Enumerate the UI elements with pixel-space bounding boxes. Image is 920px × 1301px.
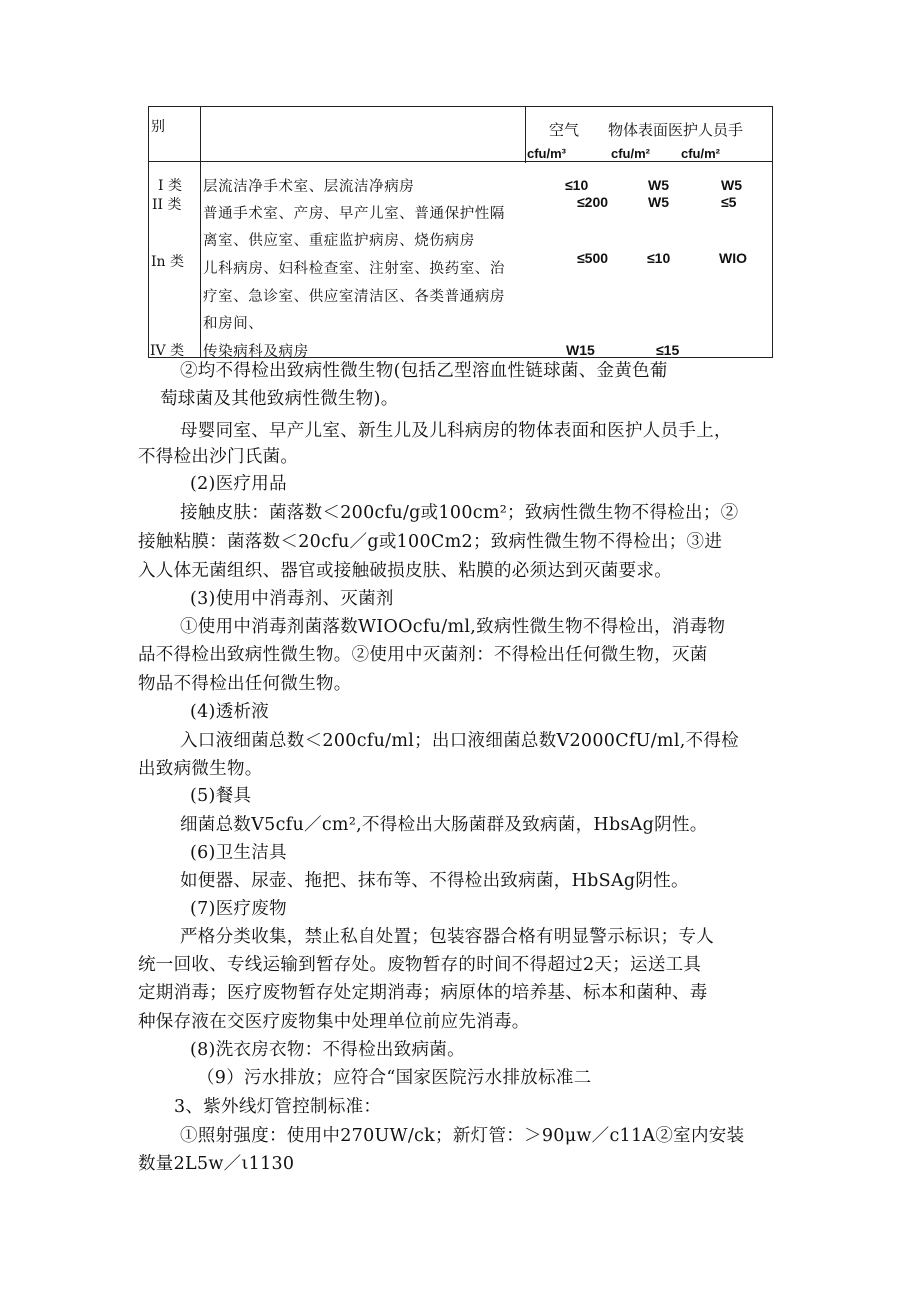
text-line: 出致病微生物。	[138, 759, 263, 779]
row-area: 儿科病房、妇科检查室、注射室、换药室、治	[203, 261, 505, 277]
text-line: ①使用中消毒剂菌落数WIOOcfu/ml,致病性微生物不得检出，消毒物	[180, 617, 726, 637]
unit-hands: cfu/m²	[681, 146, 720, 161]
text-line: ②均不得检出致病性微生物(包括乙型溶血性链球菌、金黄色葡	[180, 361, 668, 381]
text-line: （9）污水排放；应符合“国家医院污水排放标准二	[197, 1068, 592, 1088]
text-line: 数量2L5w／ι1130	[138, 1154, 295, 1174]
text-line: 品不得检出致病性微生物。②使用中灭菌剂：不得检出任何微生物，灭菌	[138, 645, 708, 665]
row-area: 传染病科及病房	[203, 344, 309, 360]
row-label: In 类	[151, 254, 184, 270]
value-surface: ≤15	[656, 342, 680, 358]
text-line: 细菌总数V5cfu／cm²,不得检出大肠菌群及致病菌，HbsAg阴性。	[180, 815, 708, 835]
value-air: W15	[566, 342, 595, 358]
text-line: (4)透析液	[190, 702, 270, 722]
header-category: 别	[151, 119, 165, 135]
table-divider	[148, 161, 773, 162]
value-hands: W5	[721, 177, 742, 193]
row-area: 和房间、	[203, 316, 264, 332]
text-line: 入人体无菌组织、器官或接触破损皮肤、粘膜的必须达到灭菌要求。	[138, 561, 672, 581]
value-surface: W5	[648, 177, 669, 193]
row-label: IV 类	[150, 343, 185, 359]
text-line: 种保存液在交医疗废物集中处理单位前应先消毒。	[138, 1012, 530, 1032]
text-line: (6)卫生洁具	[190, 843, 287, 863]
text-line: (7)医疗废物	[190, 899, 287, 919]
text-line: (5)餐具	[190, 786, 252, 806]
value-surface: W5	[648, 194, 669, 210]
unit-air: cfu/m³	[527, 146, 566, 161]
text-line: 母婴同室、早产儿室、新生儿及儿科病房的物体表面和医护人员手上，	[180, 421, 732, 441]
text-line: 统一回收、专线运输到暂存处。废物暂存的时间不得超过2天；运送工具	[138, 955, 702, 975]
text-line: 入口液细菌总数＜200cfu/ml；出口液细菌总数V2000CfU/ml,不得检	[180, 731, 739, 751]
text-line: 萄球菌及其他致病性微生物)。	[160, 389, 399, 409]
row-label: II 类	[152, 197, 182, 213]
value-hands: ≤5	[721, 194, 737, 210]
text-line: (2)医疗用品	[190, 474, 287, 494]
text-line: 严格分类收集，禁止私自处置；包装容器合格有明显警示标识；专人	[180, 927, 714, 947]
value-air: ≤500	[577, 250, 609, 266]
value-air: ≤10	[565, 177, 589, 193]
header-air: 空气	[549, 122, 580, 139]
row-label: I 类	[158, 178, 182, 194]
text-line: 定期消毒；医疗废物暂存处定期消毒；病原体的培养基、标本和菌种、毒	[138, 983, 708, 1003]
text-line: 如便器、尿壶、拖把、抹布等、不得检出致病菌，HbSAg阴性。	[180, 871, 689, 891]
text-line: (3)使用中消毒剂、灭菌剂	[190, 589, 394, 609]
text-line: 接触皮肤：菌落数＜200cfu/g或100cm²；致病性微生物不得检出；②	[180, 503, 739, 523]
text-line: 3、紫外线灯管控制标准：	[174, 1097, 382, 1117]
value-hands: WIO	[719, 250, 747, 266]
text-line: 物品不得检出任何微生物。	[138, 674, 352, 694]
row-area: 层流洁净手术室、层流洁净病房	[203, 179, 415, 195]
text-line: ①照射强度：使用中270UW/ck；新灯管：＞90μw／c11A②室内安装	[180, 1126, 745, 1146]
header-surface-hands: 物体表面医护人员手	[608, 122, 744, 139]
table-divider	[200, 162, 201, 358]
value-surface: ≤10	[647, 250, 671, 266]
table-divider	[200, 106, 201, 163]
value-air: ≤200	[577, 194, 609, 210]
row-area: 普通手术室、产房、早产儿室、普通保护性隔	[203, 206, 505, 222]
row-area: 疗室、急诊室、供应室清洁区、各类普通病房	[203, 289, 505, 305]
row-area: 离室、供应室、重症监护病房、烧伤病房	[203, 233, 475, 249]
unit-surface: cfu/m²	[611, 146, 650, 161]
text-line: 不得检出沙门氏菌。	[138, 447, 299, 467]
text-line: (8)洗衣房衣物：不得检出致病菌。	[190, 1040, 465, 1060]
table-divider	[525, 106, 526, 163]
text-line: 接触粘膜：菌落数＜20cfu／g或100Cm2；致病性微生物不得检出；③进	[138, 532, 723, 552]
